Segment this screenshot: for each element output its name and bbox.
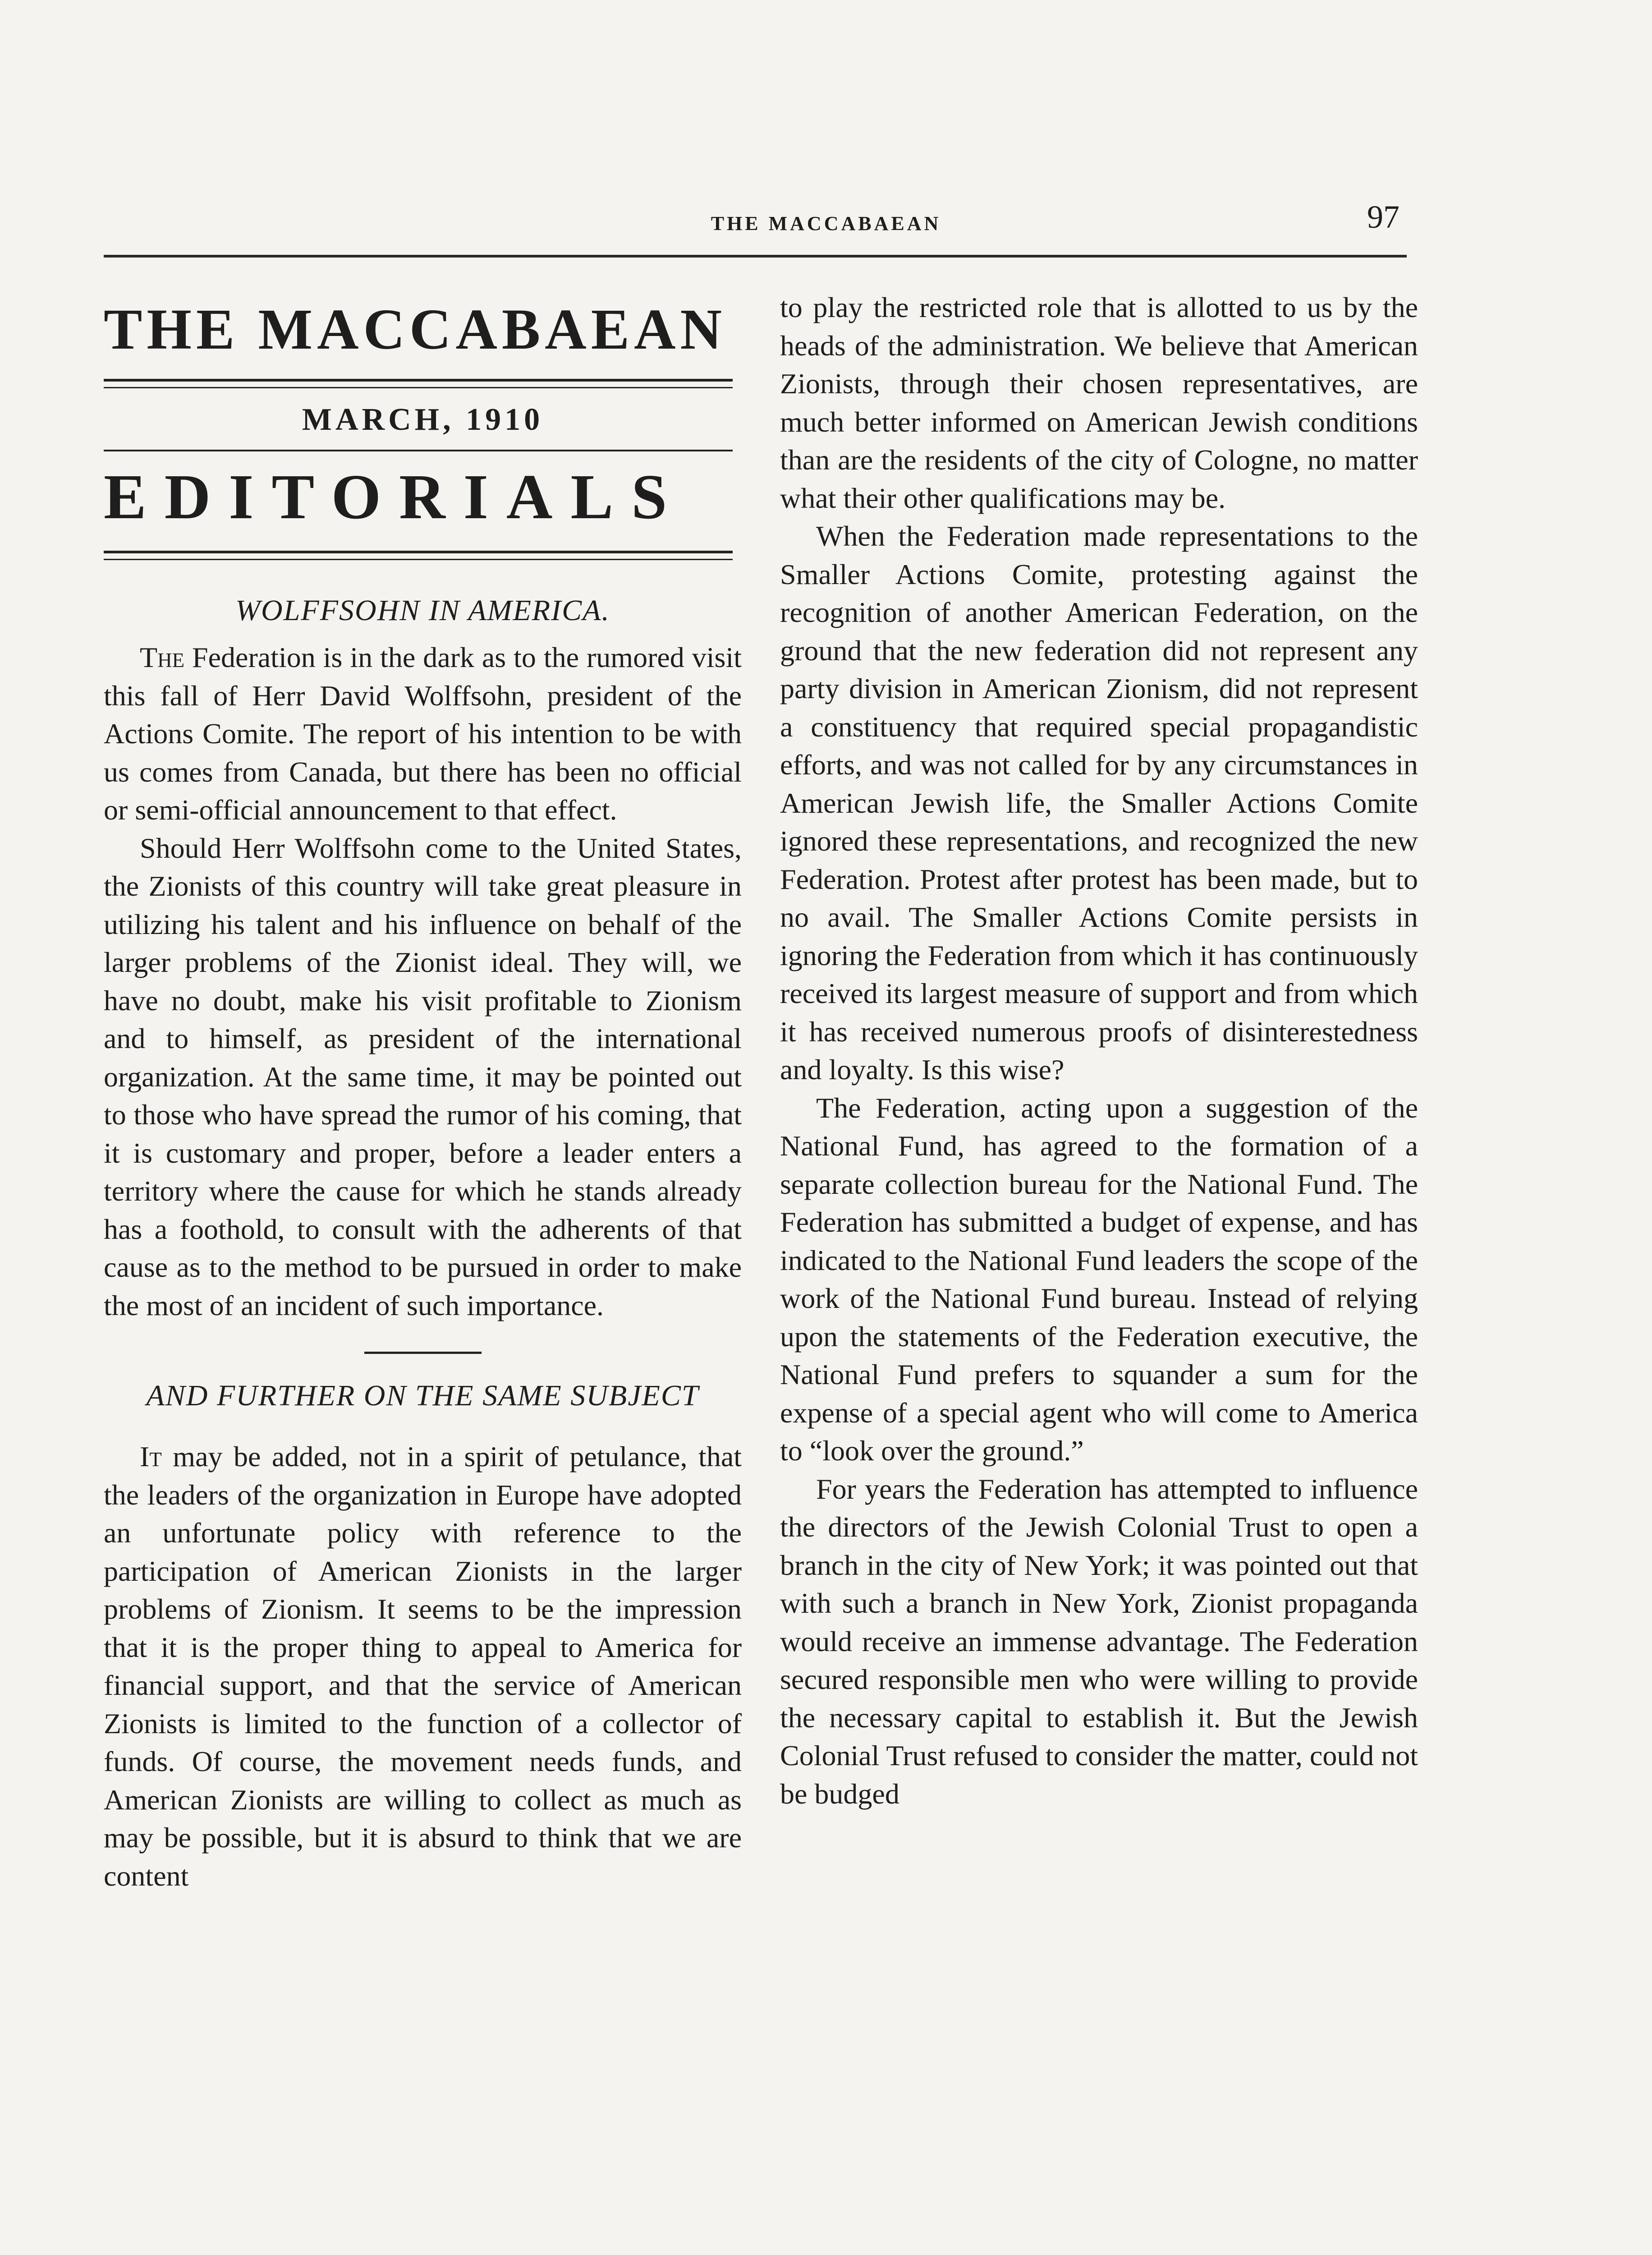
header-rule [104,255,1407,258]
paragraph: to play the restricted role that is allotted to us by the heads of the administration. We believe that American Zionists, through their chosen representatives, are much better informed on American Jewish conditions than are the residents of the city of Cologne, no matter what their other qualifications may be. [780,291,1418,514]
issue-date: MARCH, 1910 [302,402,544,437]
paragraph: The Federation, acting upon a suggestion of the National Fund, has agreed to the formation of a separate collection bureau for the National Fund. The Federation has submitted a budget of expense, and has indicated to the National Fund leaders the scope of the work of the National Fund bureau. Instead of relying upon the statements of the Federation executive, the National Fund prefers to squander a sum for the expense of a special agent who will come to America to “look over the ground.” [780,1091,1418,1467]
date-rule [104,450,733,451]
paragraph: When the Federation made representations to the Smaller Actions Comite, protesting against the recognition of another American Federation, on the ground that the new federation did not represent any party division in American Zionism, did not represent a constituency that required special propagandistic efforts, and was not called for by any circumstances in American Jewish life, the Smaller Actions Comite ignored these representations, and recognized the new Federation. Protest after protest has been made, but to no avail. The Smaller Actions Comite persists in ignoring the Federation from which it has continuously received its largest measure of support and from which it has received numerous proofs of disinterestedness and loyalty. Is this wise? [780,520,1418,1086]
section-title: EDITORIALS [104,461,685,532]
paragraph-text: Federation is in the dark as to the rumored visit this fall of Herr David Wolffsohn, president of the Actions Comite. The report of his intention to be with us comes from Canada, but there has been no official or semi-official announcement to that effect. [104,641,742,826]
left-column [104,289,742,1895]
masthead-rule [104,379,733,388]
section-rule [104,551,733,560]
paragraph [104,1438,742,1895]
paragraph [104,639,742,829]
editorial-title: AND FURTHER ON THE SAME SUBJECT [146,1379,699,1412]
right-column [780,289,1418,1813]
page-number: 97 [1367,199,1400,235]
masthead-title: THE MACCABAEAN [104,297,726,361]
running-head: THE MACCABAEAN [711,212,941,235]
lead-word: The [140,641,185,673]
paragraph-text: may be added, not in a spirit of petulance, that the leaders of the organization in Europe have adopted an unfortunate policy with reference to the participation of American Zionists in the larger problems of Zionism. It seems to be the impression that it is the proper thing to appeal to America for financial support, and that the service of American Zionists is limited to the function of a collector of funds. Of course, the movement needs funds, and American Zionists are willing to collect as much as may be possible, but it is absurd to think that we are content [104,1440,742,1892]
paragraph: Should Herr Wolffsohn come to the United States, the Zionists of this country will take great pleasure in utilizing his talent and his influence on behalf of the larger problems of the Zionist ideal. They will, we have no doubt, make his visit profitable to Zionism and to himself, as president of the international organization. At the same time, it may be pointed out to those who have spread the rumor of his coming, that it is customary and proper, before a leader enters a territory where the cause for which he stands already has a foothold, to consult with the adherents of that cause as to the method to be pursued in order to make the most of an incident of such importance. [104,832,742,1321]
section-divider [364,1352,482,1354]
lead-word: It [140,1440,162,1473]
editorial-title: WOLFFSOHN IN AMERICA. [235,594,610,627]
paragraph: For years the Federation has attempted to influence the directors of the Jewish Colonial Trust to open a branch in the city of New York; it was pointed out that with such a branch in New York, Zionist propaganda would receive an immense advantage. The Federation secured responsible men who were willing to provide the necessary capital to establish it. But the Jewish Colonial Trust refused to consider the matter, could not be budged [780,1473,1418,1810]
